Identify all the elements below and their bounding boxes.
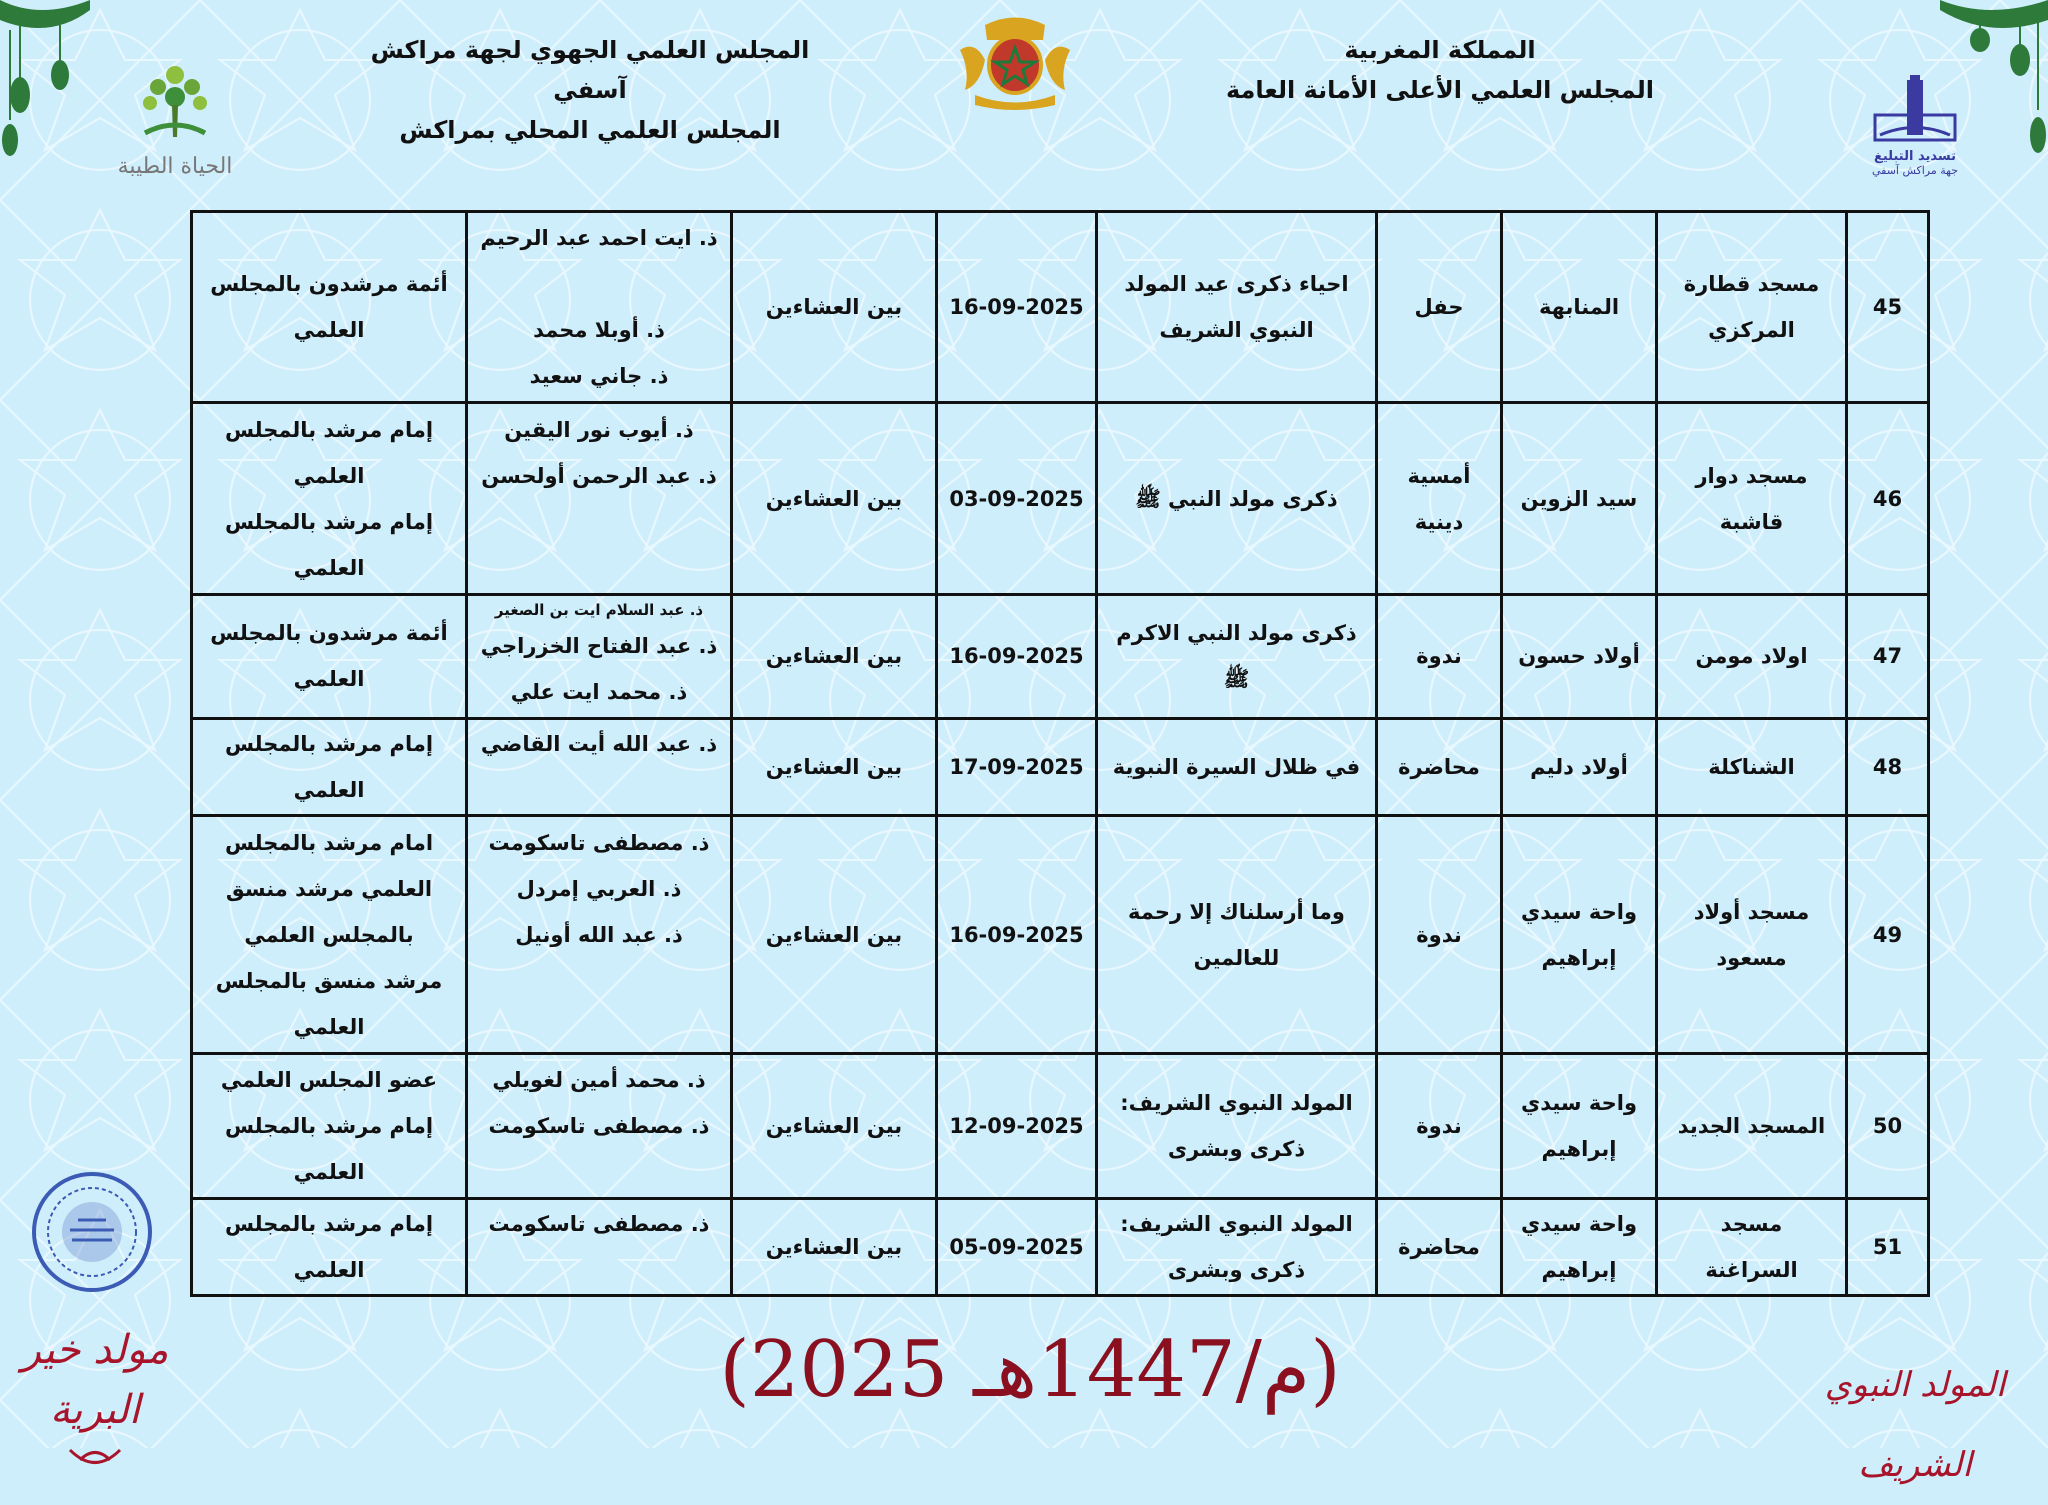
- activity-type-cell: [1377, 212, 1502, 403]
- commune-cell-line: إبراهيم: [1541, 1257, 1617, 1282]
- theme-cell: [1097, 1054, 1377, 1198]
- lecturers-cell-line: ذ. أوبلا محمد: [533, 318, 665, 343]
- venue-cell-line: الشناكلة: [1708, 754, 1795, 779]
- header-right-block: [1220, 30, 1660, 110]
- lecturers-cell-line: [474, 767, 724, 813]
- tasdid-tabligh-logo: [1865, 75, 1965, 185]
- table-row: [192, 1198, 1929, 1295]
- lecturers-cell: [467, 403, 732, 594]
- lecturer-line-small: ذ. عبد السلام ايت بن الصغير: [494, 601, 704, 620]
- row-number: 51: [1847, 1198, 1929, 1295]
- activity-type-cell-line: حفل: [1414, 295, 1464, 320]
- table-row: [192, 815, 1929, 1054]
- venue-cell: [1657, 1198, 1847, 1295]
- lecturers-cell: [467, 594, 732, 718]
- table-row: [192, 212, 1929, 403]
- venue-cell: [1657, 594, 1847, 718]
- date-cell: 16-09-2025: [937, 212, 1097, 403]
- venue-cell-line: مسجد دوار: [1695, 463, 1808, 488]
- commune-cell: [1502, 403, 1657, 594]
- lecturers-cell-line: [474, 1004, 724, 1050]
- qualities-cell: [192, 212, 467, 403]
- venue-cell-line: مسعود: [1716, 945, 1787, 970]
- lecturers-cell-line: ذ. مصطفى تاسكومت: [488, 830, 710, 855]
- hayat-tayyiba-logo: [110, 45, 240, 185]
- lecturers-cell-line: ذ. عبد الفتاح الخزراجي: [480, 634, 718, 659]
- activity-type-cell-line: ندوة: [1416, 644, 1462, 669]
- qualities-cell-line: عضو المجلس العلمي: [220, 1068, 438, 1093]
- table-row: [192, 1054, 1929, 1198]
- qualities-cell-line: العلمي: [293, 1014, 365, 1039]
- theme-cell: [1097, 403, 1377, 594]
- lecturers-cell-line: ذ. عبد الله أيت القاضي: [480, 731, 718, 756]
- commune-cell-line: واحة سيدي: [1520, 899, 1638, 924]
- qualities-cell: [192, 1198, 467, 1295]
- qualities-cell-line: إمام مرشد بالمجلس: [224, 1211, 434, 1236]
- theme-cell-line: احياء ذكرى عيد المولد: [1124, 272, 1349, 297]
- activities-table: [190, 210, 1930, 1297]
- venue-cell: [1657, 403, 1847, 594]
- venue-cell-line: المركزي: [1708, 318, 1795, 343]
- commune-cell-line: واحة سيدي: [1520, 1211, 1638, 1236]
- table-row: [192, 718, 1929, 815]
- commune-cell: [1502, 594, 1657, 718]
- activity-type-cell-line: محاضرة: [1398, 754, 1480, 779]
- right-logo-text-1: تسديد التبليغ: [1874, 149, 1956, 164]
- date-cell: 16-09-2025: [937, 815, 1097, 1054]
- tree-icon: [110, 45, 240, 150]
- venue-cell-line: مسجد: [1720, 1211, 1783, 1236]
- qualities-cell: [192, 594, 467, 718]
- lecturers-cell: [467, 212, 732, 403]
- theme-cell: [1097, 594, 1377, 718]
- date-cell: 03-09-2025: [937, 403, 1097, 594]
- theme-cell-line: ﷺ: [1223, 667, 1250, 692]
- venue-cell-line: المسجد الجديد: [1677, 1114, 1826, 1139]
- theme-cell-line: في ظلال السيرة النبوية: [1112, 754, 1361, 779]
- qualities-cell-line: مرشد منسق بالمجلس: [215, 968, 443, 993]
- lecturers-cell-line: [474, 499, 724, 545]
- theme-cell-line: وما أرسلناك إلا رحمة: [1128, 899, 1345, 924]
- venue-cell: [1657, 212, 1847, 403]
- qualities-cell-line: العلمي: [293, 1160, 365, 1185]
- time-cell: بين العشاءين: [732, 594, 937, 718]
- lecturers-cell-line: [474, 1149, 724, 1195]
- lecturers-cell: [467, 718, 732, 815]
- venue-cell: [1657, 815, 1847, 1054]
- time-cell: بين العشاءين: [732, 815, 937, 1054]
- bottom-right-calligraphy: [1810, 1345, 2020, 1485]
- qualities-cell-line: إمام مرشد بالمجلس: [224, 731, 434, 756]
- lecturers-cell-line: [474, 545, 724, 591]
- lecturers-cell: [467, 1054, 732, 1198]
- commune-cell-line: سيد الزوين: [1520, 486, 1638, 511]
- calligraphy-flourish-icon: [10, 1440, 180, 1480]
- lecturers-cell-line: ذ. عبد الله أونيل: [515, 922, 683, 947]
- table-row: [192, 594, 1929, 718]
- time-cell: بين العشاءين: [732, 403, 937, 594]
- commune-cell: [1502, 1198, 1657, 1295]
- commune-cell-line: واحة سيدي: [1520, 1091, 1638, 1116]
- footer-year: (2025 م/1447هـ): [719, 1325, 1341, 1415]
- activity-type-cell-line: دينية: [1414, 509, 1464, 534]
- lecturers-cell: [467, 1198, 732, 1295]
- commune-cell: [1502, 718, 1657, 815]
- theme-cell-line: للعالمين: [1193, 945, 1280, 970]
- theme-cell: [1097, 815, 1377, 1054]
- activities-table-body: [192, 212, 1929, 1296]
- row-number: 49: [1847, 815, 1929, 1054]
- venue-cell-line: السراغنة: [1705, 1257, 1798, 1282]
- official-stamp-seal: [30, 1170, 154, 1294]
- local-council-title: المجلس العلمي المحلي بمراكش: [399, 116, 781, 144]
- lecturers-cell: [467, 815, 732, 1054]
- lecturers-cell-line: ذ. محمد ايت علي: [510, 680, 688, 705]
- commune-cell: [1502, 815, 1657, 1054]
- qualities-cell-line: امام مرشد بالمجلس: [224, 830, 434, 855]
- lecturers-cell-line: ذ. أيوب نور اليقين: [504, 417, 694, 442]
- bottom-left-calligraphy: [10, 1320, 180, 1433]
- qualities-cell-line: إمام مرشد بالمجلس: [224, 1114, 434, 1139]
- activity-type-cell: [1377, 815, 1502, 1054]
- lecturers-cell-line: ذ. عبد الرحمن أولحسن: [481, 463, 717, 488]
- activity-type-cell-line: ندوة: [1416, 1114, 1462, 1139]
- activity-type-cell: [1377, 594, 1502, 718]
- lecturers-cell-line: ذ. العربي إمردل: [516, 876, 682, 901]
- minaret-icon: [1865, 75, 1965, 145]
- theme-cell-line: المولد النبوي الشريف:: [1120, 1091, 1353, 1116]
- date-cell: 12-09-2025: [937, 1054, 1097, 1198]
- theme-cell-line: ذكرى وبشرى: [1167, 1257, 1306, 1282]
- right-logo-text-2: جهة مراكش آسفي: [1871, 164, 1959, 177]
- theme-cell-line: ذكرى مولد النبي الاكرم: [1116, 621, 1357, 646]
- qualities-cell: [192, 403, 467, 594]
- activity-type-cell-line: محاضرة: [1398, 1234, 1480, 1259]
- time-cell: بين العشاءين: [732, 212, 937, 403]
- bottom-left-calligraphy-text: مولد خير البرية: [21, 1327, 169, 1433]
- row-number: 48: [1847, 718, 1929, 815]
- lecturers-cell-line: ذ. جاني سعيد: [529, 364, 669, 389]
- row-number: 47: [1847, 594, 1929, 718]
- coat-of-arms-emblem: [955, 10, 1075, 110]
- activity-type-cell: [1377, 403, 1502, 594]
- qualities-cell-line: العلمي: [293, 777, 365, 802]
- theme-cell-line: ذكرى مولد النبي ﷺ: [1135, 486, 1338, 511]
- venue-cell-line: اولاد مومن: [1695, 644, 1808, 669]
- theme-cell: [1097, 1198, 1377, 1295]
- time-cell: بين العشاءين: [732, 1054, 937, 1198]
- lecturers-cell-line: ذ. مصطفى تاسكومت: [488, 1211, 710, 1236]
- qualities-cell-line: العلمي: [293, 463, 365, 488]
- commune-cell-line: المنابهة: [1538, 295, 1620, 320]
- commune-cell-line: إبراهيم: [1541, 945, 1617, 970]
- qualities-cell-line: العلمي مرشد منسق: [225, 876, 433, 901]
- commune-cell: [1502, 212, 1657, 403]
- commune-cell-line: أولاد حسون: [1518, 644, 1640, 669]
- commune-cell-line: أولاد دليم: [1530, 754, 1628, 779]
- supreme-council-title: المجلس العلمي الأعلى الأمانة العامة: [1225, 76, 1655, 104]
- row-number: 45: [1847, 212, 1929, 403]
- activity-type-cell: [1377, 718, 1502, 815]
- theme-cell-line: ذكرى وبشرى: [1167, 1137, 1306, 1162]
- qualities-cell-line: إمام مرشد بالمجلس: [224, 417, 434, 442]
- qualities-cell: [192, 718, 467, 815]
- left-logo-text: الحياة الطيبة: [117, 154, 233, 179]
- lecturers-cell-line: ذ. محمد أمين لغويلي: [492, 1068, 706, 1093]
- commune-cell-line: إبراهيم: [1541, 1137, 1617, 1162]
- qualities-cell-line: أئمة مرشدون بالمجلس: [210, 272, 448, 297]
- qualities-cell-line: العلمي: [293, 667, 365, 692]
- activity-type-cell-line: ندوة: [1416, 922, 1462, 947]
- table-row: [192, 403, 1929, 594]
- qualities-cell-line: العلمي: [293, 555, 365, 580]
- lecturers-cell-line: ذ. ايت احمد عبد الرحيم: [480, 226, 718, 251]
- activity-type-cell: [1377, 1198, 1502, 1295]
- qualities-cell-line: أئمة مرشدون بالمجلس: [210, 621, 448, 646]
- qualities-cell: [192, 815, 467, 1054]
- lantern-decoration-left: [0, 0, 110, 170]
- commune-cell: [1502, 1054, 1657, 1198]
- qualities-cell: [192, 1054, 467, 1198]
- date-cell: 16-09-2025: [937, 594, 1097, 718]
- venue-cell: [1657, 1054, 1847, 1198]
- qualities-cell-line: العلمي: [293, 318, 365, 343]
- theme-cell-line: النبوي الشريف: [1159, 318, 1314, 343]
- theme-cell: [1097, 212, 1377, 403]
- row-number: 46: [1847, 403, 1929, 594]
- theme-cell-line: المولد النبوي الشريف:: [1120, 1211, 1353, 1236]
- time-cell: بين العشاءين: [732, 718, 937, 815]
- lecturers-cell-line: [474, 261, 724, 307]
- lecturers-cell-line: [474, 1247, 724, 1293]
- venue-cell-line: قاشبة: [1719, 509, 1784, 534]
- lecturers-cell-line: ذ. مصطفى تاسكومت: [488, 1114, 710, 1139]
- qualities-cell-line: بالمجلس العلمي: [244, 922, 414, 947]
- lecturers-cell-line: [474, 958, 724, 1004]
- time-cell: بين العشاءين: [732, 1198, 937, 1295]
- activity-type-cell-line: أمسية: [1407, 463, 1471, 488]
- qualities-cell-line: إمام مرشد بالمجلس: [224, 509, 434, 534]
- regional-council-title: المجلس العلمي الجهوي لجهة مراكش آسفي: [370, 36, 810, 104]
- date-cell: 17-09-2025: [937, 718, 1097, 815]
- venue-cell-line: مسجد أولاد: [1693, 899, 1810, 924]
- kingdom-title: المملكة المغربية: [1344, 36, 1536, 64]
- date-cell: 05-09-2025: [937, 1198, 1097, 1295]
- theme-cell: [1097, 718, 1377, 815]
- venue-cell-line: مسجد قطارة: [1683, 272, 1820, 297]
- row-number: 50: [1847, 1054, 1929, 1198]
- venue-cell: [1657, 718, 1847, 815]
- header-left-block: [330, 30, 850, 150]
- activity-type-cell: [1377, 1054, 1502, 1198]
- bottom-right-calligraphy-text: المولد النبوي الشريف: [1824, 1365, 2006, 1485]
- qualities-cell-line: العلمي: [293, 1257, 365, 1282]
